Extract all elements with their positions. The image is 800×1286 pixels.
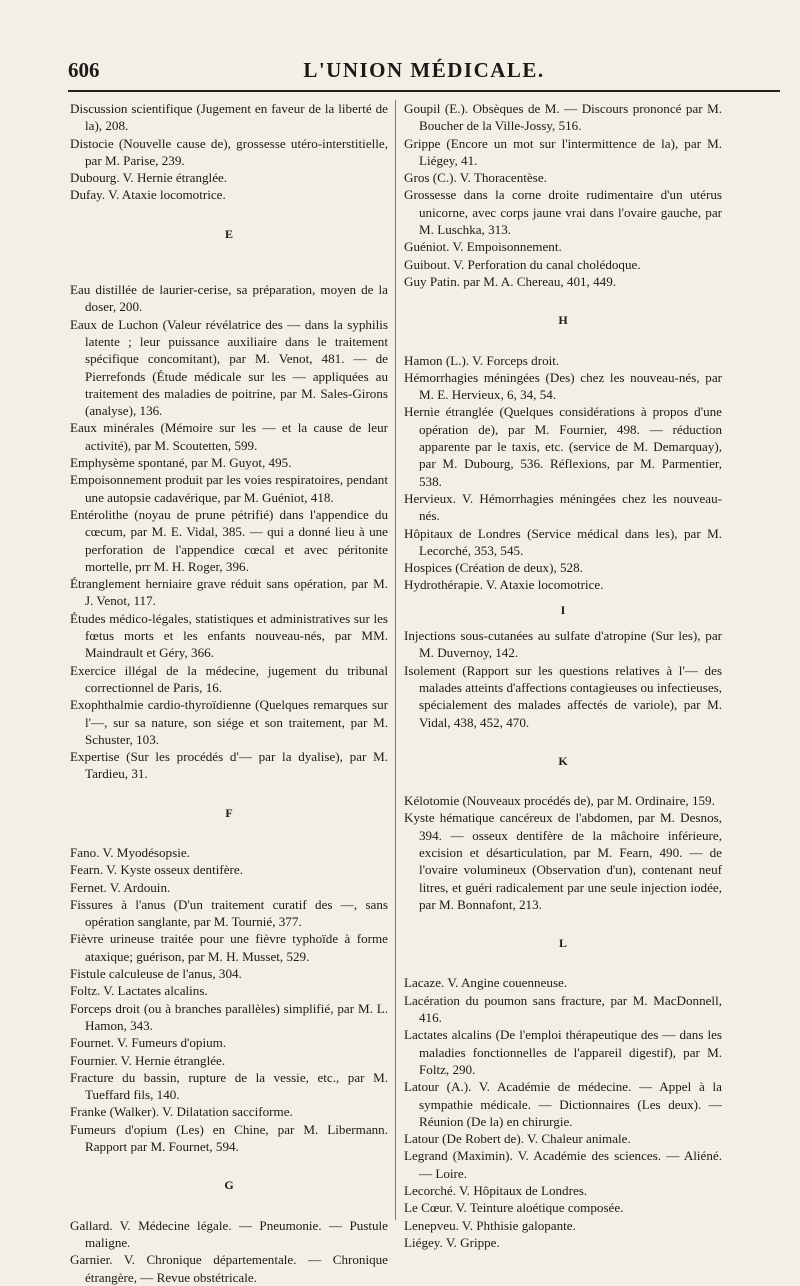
index-entry: Goupil (E.). Obsèques de M. — Discours prononcé par M. Boucher de la Ville-Jossy, 516.: [404, 101, 722, 134]
index-entry: Exophthalmie cardio-thyroïdienne (Quelques remarques sur l'—, sur sa nature, son siége et son traitement, par M. Schuster, 103.: [70, 697, 388, 747]
index-entry: Guibout. V. Perforation du canal cholédoque.: [404, 256, 641, 272]
section-letter-l: L: [558, 936, 567, 951]
index-entry: Guy Patin. par M. A. Chereau, 401, 449.: [404, 273, 617, 289]
column-divider: [395, 100, 396, 1220]
index-entry: Distocie (Nouvelle cause de), grossesse utéro-interstitielle, par M. Parise, 239.: [70, 135, 388, 168]
index-entry: Hôpitaux de Londres (Service médical dans les), par M. Lecorché, 353, 545.: [404, 525, 722, 558]
page-number: 606: [68, 58, 100, 82]
index-entry: Le Cœur. V. Teinture aloétique composée.: [404, 1200, 624, 1216]
index-entry: Gallard. V. Médecine légale. — Pneumonie. — Pustule maligne.: [70, 1217, 388, 1250]
index-entry: Lenepveu. V. Phthisie galopante.: [404, 1217, 576, 1233]
index-entry: Gros (C.). V. Thoracentèse.: [404, 170, 547, 186]
index-entry: Lactates alcalins (De l'emploi thérapeutique des — dans les maladies fonctionnelles de l'appareil digestif), par M. Foltz, 290.: [404, 1027, 722, 1077]
index-entry: Discussion scientifique (Jugement en faveur de la liberté de la), 208.: [70, 101, 388, 134]
index-entry: Kyste hématique cancéreux de l'abdomen, par M. Desnos, 394. — osseux dentifère de la mâchoire inférieure, excision et désarticulation, par M. Fearn, 490. — de l'ovaire volumineux (Observation d'un), contenant neuf litres, et guéri radicalement par une seule injection iodée, par M. Bonnafont, 213.: [404, 810, 722, 912]
index-entry: Kélotomie (Nouveaux procédés de), par M. Ordinaire, 159.: [404, 793, 715, 809]
index-entry: Expertise (Sur les procédés d'— par la dyalise), par M. Tardieu, 31.: [70, 749, 388, 782]
index-entry: Emphysème spontané, par M. Guyot, 495.: [70, 455, 292, 471]
index-entry: Lacaze. V. Angine couenneuse.: [404, 975, 568, 991]
index-entry: Fearn. V. Kyste osseux dentifère.: [70, 862, 243, 878]
index-entry: Lacération du poumon sans fracture, par M. MacDonnell, 416.: [404, 992, 722, 1026]
page-header: [68, 52, 780, 92]
index-entry: Garnier. V. Chronique départementale. — Chronique étrangère, — Revue obstétricale.: [70, 1252, 388, 1285]
section-letter-g: G: [224, 1178, 234, 1193]
index-entry: Forceps droit (ou à branches parallèles) simplifié, par M. L. Hamon, 343.: [70, 1000, 388, 1033]
running-title: L'UNION MÉDICALE.: [303, 58, 545, 82]
index-entry: Eaux de Luchon (Valeur révélatrice des — dans la syphilis latente ; leur puissance auxiliaire dans le traitement spécifique concomitant), par M. Venot, 481. — de Pierrefonds (Étude médicale sur les — appliquées au traitement des maladies de poitrine, par M. Sales-Girons (analyse), 136.: [70, 316, 388, 419]
index-entry: Fumeurs d'opium (Les) en Chine, par M. Libermann. Rapport par M. Fournet, 594.: [70, 1121, 388, 1155]
index-entry: Franke (Walker). V. Dilatation sacciforme.: [70, 1104, 293, 1120]
index-entry: Entérolithe (noyau de prune pétrifié) dans l'appendice du cœcum, par M. E. Vidal, 385. — qui a donné lieu à une perforation de l'appendice cœcal et avec péritonite mortelle, prr M. H. Roger, 396.: [70, 506, 388, 574]
index-entry: Hydrothérapie. V. Ataxie locomotrice.: [404, 577, 604, 593]
index-entry: Liégey. V. Grippe.: [404, 1234, 500, 1250]
index-entry: Dubourg. V. Hernie étranglée.: [70, 170, 228, 186]
index-entry: Legrand (Maximin). V. Académie des sciences. — Aliéné. — Loire.: [404, 1148, 722, 1181]
index-entry: Eaux minérales (Mémoire sur les — et la cause de leur activité), par M. Scoutetten, 599.: [70, 420, 388, 453]
right-column: [404, 100, 722, 1251]
index-entry: Fracture du bassin, rupture de la vessie, etc., par M. Tueffard fils, 140.: [70, 1069, 388, 1103]
section-letter-h: H: [558, 313, 568, 328]
index-entry: Latour (De Robert de). V. Chaleur animale.: [404, 1131, 631, 1147]
index-entry: Grossesse dans la corne droite rudimentaire d'un utérus unicorne, avec corps jaune vrai dans l'ovaire gauche, par M. Luschka, 313.: [404, 187, 722, 238]
index-entry: Latour (A.). V. Académie de médecine. — Appel à la sympathie médicale. — Dictionnaires (Les deux). — Réunion (De la) en chirurgie.: [404, 1079, 722, 1129]
index-entry: Étranglement herniaire grave réduit sans opération, par M. J. Venot, 117.: [70, 576, 388, 609]
section-letter-k: K: [558, 753, 568, 768]
index-entry: Hamon (L.). V. Forceps droit.: [404, 352, 560, 368]
section-letter-f: F: [225, 805, 233, 820]
index-entry: Hervieux. V. Hémorrhagies méningées chez les nouveau-nés.: [404, 490, 722, 524]
index-entry: Isolement (Rapport sur les questions relatives à l'— des malades atteints d'affections contagieuses ou infectieuses, spécialement des malades affectés de variole), par M. Vidal, 438, 452, 470.: [404, 662, 722, 730]
index-entry: Grippe (Encore un mot sur l'intermittence de la), par M. Liégey, 41.: [404, 135, 722, 168]
index-entry: Foltz. V. Lactates alcalins.: [70, 983, 208, 999]
index-entry: Fano. V. Myodésopsie.: [70, 844, 190, 860]
index-entry: Fournier. V. Hernie étranglée.: [70, 1052, 226, 1068]
section-letter-e: E: [224, 226, 233, 241]
index-entry: Fernet. V. Ardouin.: [70, 879, 171, 895]
index-entry: Hernie étranglée (Quelques considérations à propos d'une opération de), par M. Fournier, 498. — réduction apparente par le taxis, etc. (service de M. Demarquay), par M. Dubourg, 536. Réflexions, par M. Parmentier, 538.: [404, 404, 722, 489]
section-letter-i: I: [560, 602, 566, 617]
index-entry: Empoisonnement produit par les voies respiratoires, pendant une autopsie cadavérique, par M. Guéniot, 418.: [70, 472, 388, 505]
index-entry: Guéniot. V. Empoisonnement.: [404, 239, 562, 255]
index-entry: Fissures à l'anus (D'un traitement curatif des —, sans opération sanglante, par M. Tournié, 377.: [70, 896, 388, 930]
index-entry: Exercice illégal de la médecine, jugement du tribunal correctionnel de Paris, 16.: [70, 662, 388, 695]
index-entry: Eau distillée de laurier-cerise, sa préparation, moyen de la doser, 200.: [70, 282, 388, 315]
index-entry: Hospices (Création de deux), 528.: [404, 560, 583, 576]
index-entry: Hémorrhagies méningées (Des) chez les nouveau-nés, par M. E. Hervieux, 6, 34, 54.: [404, 369, 722, 403]
index-entry: Lecorché. V. Hôpitaux de Londres.: [404, 1183, 588, 1199]
index-entry: Fistule calculeuse de l'anus, 304.: [70, 966, 242, 982]
index-entry: Études médico-légales, statistiques et administratives sur les fœtus morts et les enfants nouveau-nés, par MM. Maindrault et Géry, 366.: [70, 610, 388, 661]
header-rule: [68, 90, 780, 92]
index-entry: Fièvre urineuse traitée pour une fièvre typhoïde à forme ataxique; guérison, par M. H. Musset, 529.: [70, 931, 388, 964]
left-column: [70, 100, 388, 1286]
index-entry: Fournet. V. Fumeurs d'opium.: [70, 1035, 227, 1051]
index-entry: Injections sous-cutanées au sulfate d'atropine (Sur les), par M. Duvernoy, 142.: [404, 628, 722, 661]
index-entry: Dufay. V. Ataxie locomotrice.: [70, 187, 226, 203]
